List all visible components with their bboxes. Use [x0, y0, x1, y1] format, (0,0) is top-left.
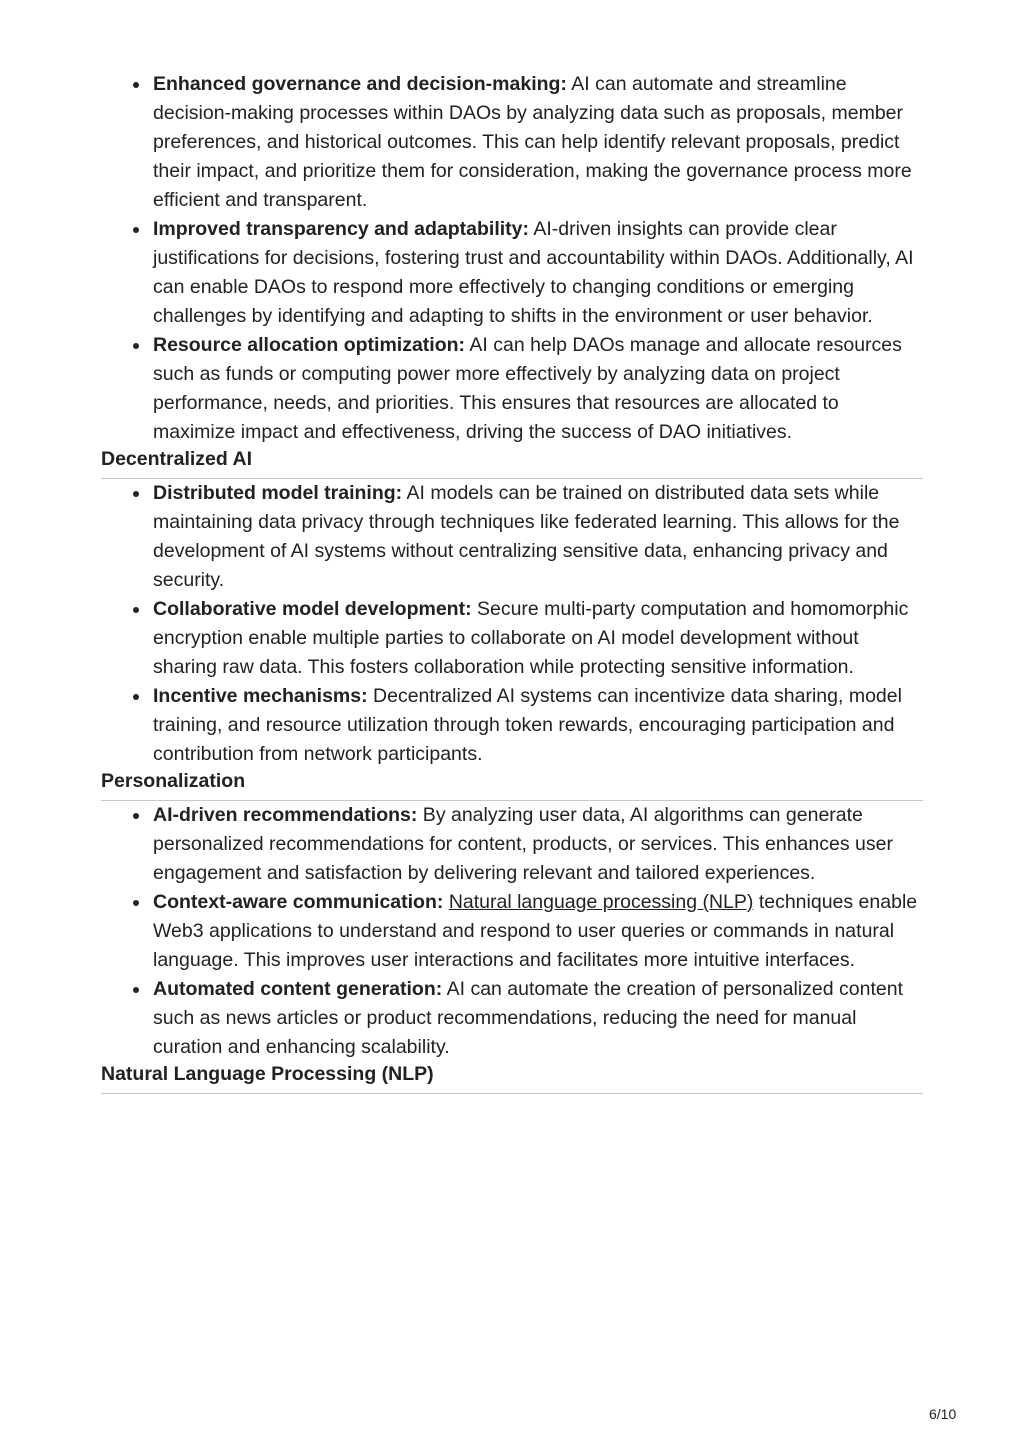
bullet-list-dao-benefits — [101, 70, 923, 447]
list-item-text: Decentralized AI systems can incentivize data sharing, model training, and resource utilization through token rewards, encouraging participation and contribution from network participants. — [153, 685, 902, 765]
list-item-text: AI can automate and streamline decision-making processes within DAOs by analyzing data such as proposals, member preferences, and historical outcomes. This can help identify relevant proposals, predict their impact, and prioritize them for consideration, making the governance process more efficient and transparent. — [153, 73, 912, 211]
document-page — [101, 70, 923, 1094]
list-item — [153, 215, 923, 331]
section-heading-nlp: Natural Language Processing (NLP) — [101, 1062, 923, 1094]
list-item-text: By analyzing user data, AI algorithms can generate personalized recommendations for content, products, or services. This enhances user engagement and satisfaction by delivering relevant and tailored experiences. — [153, 804, 893, 884]
list-item-text: techniques enable Web3 applications to understand and respond to user queries or commands in natural language. This improves user interactions and facilitates more intuitive interfaces. — [153, 891, 918, 971]
section-heading-personalization: Personalization — [101, 769, 923, 801]
list-item — [153, 888, 923, 975]
list-item-text: AI models can be trained on distributed data sets while maintaining data privacy through techniques like federated learning. This allows for the development of AI systems without centralizing sensitive data, enhancing privacy and security. — [153, 482, 900, 591]
list-item-text: AI-driven insights can provide clear justifications for decisions, fostering trust and accountability within DAOs. Additionally, AI can enable DAOs to respond more effectively to changing conditions or emerging challenges by identifying and adapting to shifts in the environment or user behavior. — [153, 218, 914, 327]
list-item — [153, 479, 923, 595]
list-item-term: Resource allocation optimization: — [153, 334, 466, 356]
list-item — [153, 801, 923, 888]
list-item-term: Distributed model training: — [153, 482, 403, 504]
list-item-term: AI-driven recommendations: — [153, 804, 418, 826]
list-item — [153, 331, 923, 447]
bullet-list-personalization — [101, 801, 923, 1062]
list-item — [153, 70, 923, 215]
list-item — [153, 975, 923, 1062]
list-item-text: AI can help DAOs manage and allocate resources such as funds or computing power more effectively by analyzing data on project performance, needs, and priorities. This ensures that resources are allocated to maximize impact and effectiveness, driving the success of DAO initiatives. — [153, 334, 902, 443]
list-item-term: Improved transparency and adaptability: — [153, 218, 530, 240]
list-item-text: AI can automate the creation of personalized content such as news articles or product recommendations, reducing the need for manual curation and enhancing scalability. — [153, 978, 903, 1058]
list-item — [153, 682, 923, 769]
list-item-term: Automated content generation: — [153, 978, 443, 1000]
list-item — [153, 595, 923, 682]
section-heading-decentralized-ai: Decentralized AI — [101, 447, 923, 479]
list-item-term: Enhanced governance and decision-making: — [153, 73, 567, 95]
page-number: 6/10 — [929, 1406, 957, 1422]
bullet-list-decentralized-ai — [101, 479, 923, 769]
list-item-text: Secure multi-party computation and homomorphic encryption enable multiple parties to collaborate on AI model development without sharing raw data. This fosters collaboration while protecting sensitive information. — [153, 598, 909, 678]
nlp-link[interactable]: Natural language processing (NLP) — [448, 891, 754, 913]
list-item-term: Collaborative model development: — [153, 598, 472, 620]
list-item-term: Incentive mechanisms: — [153, 685, 368, 707]
list-item-term: Context-aware communication: — [153, 891, 444, 913]
